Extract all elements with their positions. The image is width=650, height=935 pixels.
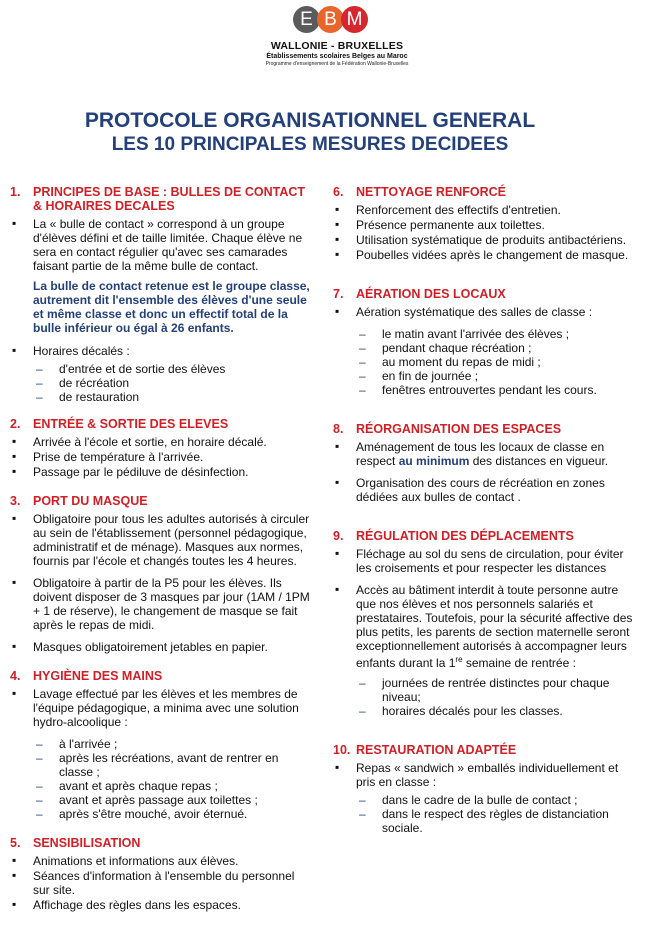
list-item: ▪ Organisation des cours de récréation en zones dédiées aux bulles de contact . xyxy=(333,476,638,504)
list-item: ▪ Fléchage au sol du sens de circulation, pour éviter les croisements et pour respecter les distances xyxy=(333,547,638,575)
ebm-logo xyxy=(14,6,650,34)
list-item: ▪ Affichage des règles dans les espaces. xyxy=(10,898,310,912)
sub-item: – au moment du repas de midi ; xyxy=(333,355,638,369)
section-4 xyxy=(10,669,310,821)
logo-letter-e: E xyxy=(293,6,320,33)
sub-item: – journées de rentrée distinctes pour chaque niveau; xyxy=(333,676,638,704)
section-heading: 2. ENTRÉE & SORTIE DES ELEVES xyxy=(10,417,229,431)
sub-item: – de récréation xyxy=(10,376,310,390)
sub-item: – avant et après chaque repas ; xyxy=(10,779,310,793)
left-column xyxy=(10,185,310,927)
list-item: ▪ Séances d'information à l'ensemble du personnel sur site. xyxy=(10,869,310,897)
section-7 xyxy=(333,287,638,397)
page-title: PROTOCOLE ORGANISATIONNEL GENERAL xyxy=(84,109,536,132)
list-item: ▪ Animations et informations aux élèves. xyxy=(10,854,310,868)
sub-item: – avant et après passage aux toilettes ; xyxy=(10,793,310,807)
list-item: ▪ Horaires décalés : xyxy=(10,344,310,358)
right-column xyxy=(333,185,638,850)
sub-item: – à l'arrivée ; xyxy=(10,737,310,751)
logo-letter-m: M xyxy=(341,6,368,33)
sub-item: – après s'être mouché, avoir éternué. xyxy=(10,807,310,821)
section-heading: 9. RÉGULATION DES DÉPLACEMENTS xyxy=(333,529,574,543)
section-3 xyxy=(10,494,310,654)
list-item: ▪ Arrivée à l'école et sortie, en horaire décalé. xyxy=(10,435,310,449)
section-10 xyxy=(333,743,638,835)
org-name: WALLONIE - BRUXELLES xyxy=(270,40,404,52)
sub-item: – pendant chaque récréation ; xyxy=(333,341,638,355)
section-heading: 8. RÉORGANISATION DES ESPACES xyxy=(333,422,562,436)
org-subtitle: Établissements scolaires Belges au Maroc xyxy=(266,53,408,60)
section-5 xyxy=(10,836,310,912)
list-item: ▪ Présence permanente aux toilettes. xyxy=(333,218,638,232)
list-item: ▪ Aménagement de tous les locaux de classe en respect au minimum des distances en vigueur. xyxy=(333,440,638,468)
section-heading: 3. PORT DU MASQUE xyxy=(10,494,148,508)
list-item: ▪ Renforcement des effectifs d'entretien. xyxy=(333,203,638,217)
section-8 xyxy=(333,422,638,504)
section-heading: 10. RESTAURATION ADAPTÉE xyxy=(333,743,517,757)
sub-item: – après les récréations, avant de rentrer en classe ; xyxy=(10,751,310,779)
sub-item: – horaires décalés pour les classes. xyxy=(333,704,638,718)
section-heading: 4. HYGIÈNE DES MAINS xyxy=(10,669,163,683)
list-item: ▪ Masques obligatoirement jetables en papier. xyxy=(10,640,310,654)
section-heading: 6. NETTOYAGE RENFORCÉ xyxy=(333,185,507,199)
list-item: ▪ Utilisation systématique de produits antibactériens. xyxy=(333,233,638,247)
list-item: ▪ La « bulle de contact » correspond à un groupe d'élèves défini et de taille limitée. Chaque élève ne sera en contact régulier qu'avec ses camarades faisant partie de la même bulle de contact. xyxy=(10,217,310,273)
sub-item: – fenêtres entrouvertes pendant les cours. xyxy=(333,383,638,397)
sub-item: – en fin de journée ; xyxy=(333,369,638,383)
header xyxy=(0,6,650,67)
sub-item: – d'entrée et de sortie des élèves xyxy=(10,362,310,376)
sub-item: – dans le respect des règles de distanciation sociale. xyxy=(333,807,638,835)
sub-item: – de restauration xyxy=(10,390,310,404)
sub-item: – le matin avant l'arrivée des élèves ; xyxy=(333,327,638,341)
list-item: ▪ Aération systématique des salles de classe : xyxy=(333,305,638,319)
list-item: ▪ Obligatoire à partir de la P5 pour les élèves. Ils doivent disposer de 3 masques par jour (1AM / 1PM + 1 de réserve), le changement de masque se fait après le repas de midi. xyxy=(10,576,310,632)
section-heading: 5. SENSIBILISATION xyxy=(10,836,141,850)
org-program: Programme d'enseignement de la Fédération Wallonie-Bruxelles xyxy=(265,61,409,67)
list-item: ▪ Accès au bâtiment interdit à toute personne autre que nos élèves et nos personnels salariés et prestataires. Toutefois, pour la sécurité affective des plus petits, les parents de section maternelle seront exceptionnellement autorisés à accompagner leurs enfants durant la 1re semaine de rentrée : xyxy=(333,583,638,670)
list-item: ▪ Passage par le pédiluve de désinfection. xyxy=(10,465,310,479)
section-heading: 7. AÉRATION DES LOCAUX xyxy=(333,287,506,301)
list-item: ▪ Obligatoire pour tous les adultes autorisés à circuler au sein de l'établissement (personnel pédagogique, administratif et de ménage). Masques aux normes, fournis par l'école et changés toutes les 4 heures. xyxy=(10,512,310,568)
section-6 xyxy=(333,185,638,262)
section-heading: 1. PRINCIPES DE BASE : BULLES DE CONTACT & HORAIRES DECALES xyxy=(10,185,306,213)
list-item: ▪ Lavage effectué par les élèves et les membres de l'équipe pédagogique, a minima avec une solution hydro-alcoolique : xyxy=(10,687,310,729)
sub-item: – dans le cadre de la bulle de contact ; xyxy=(333,793,638,807)
list-item: ▪ Prise de température à l'arrivée. xyxy=(10,450,310,464)
page-subtitle: LES 10 PRINCIPALES MESURES DECIDEES xyxy=(111,134,509,155)
section-1 xyxy=(10,185,310,404)
bubble-note: La bulle de contact retenue est le groupe classe, autrement dit l'ensemble des élèves d'une seule et même classe et donc un effectif total de la bulle inférieur ou égal à 26 enfants. xyxy=(33,279,310,335)
section-9 xyxy=(333,529,638,718)
list-item: ▪ Poubelles vidées après le changement de masque. xyxy=(333,248,638,262)
section-2 xyxy=(10,417,310,479)
list-item: ▪ Repas « sandwich » emballés individuellement et pris en classe : xyxy=(333,761,638,789)
logo-letter-b: B xyxy=(317,6,344,33)
